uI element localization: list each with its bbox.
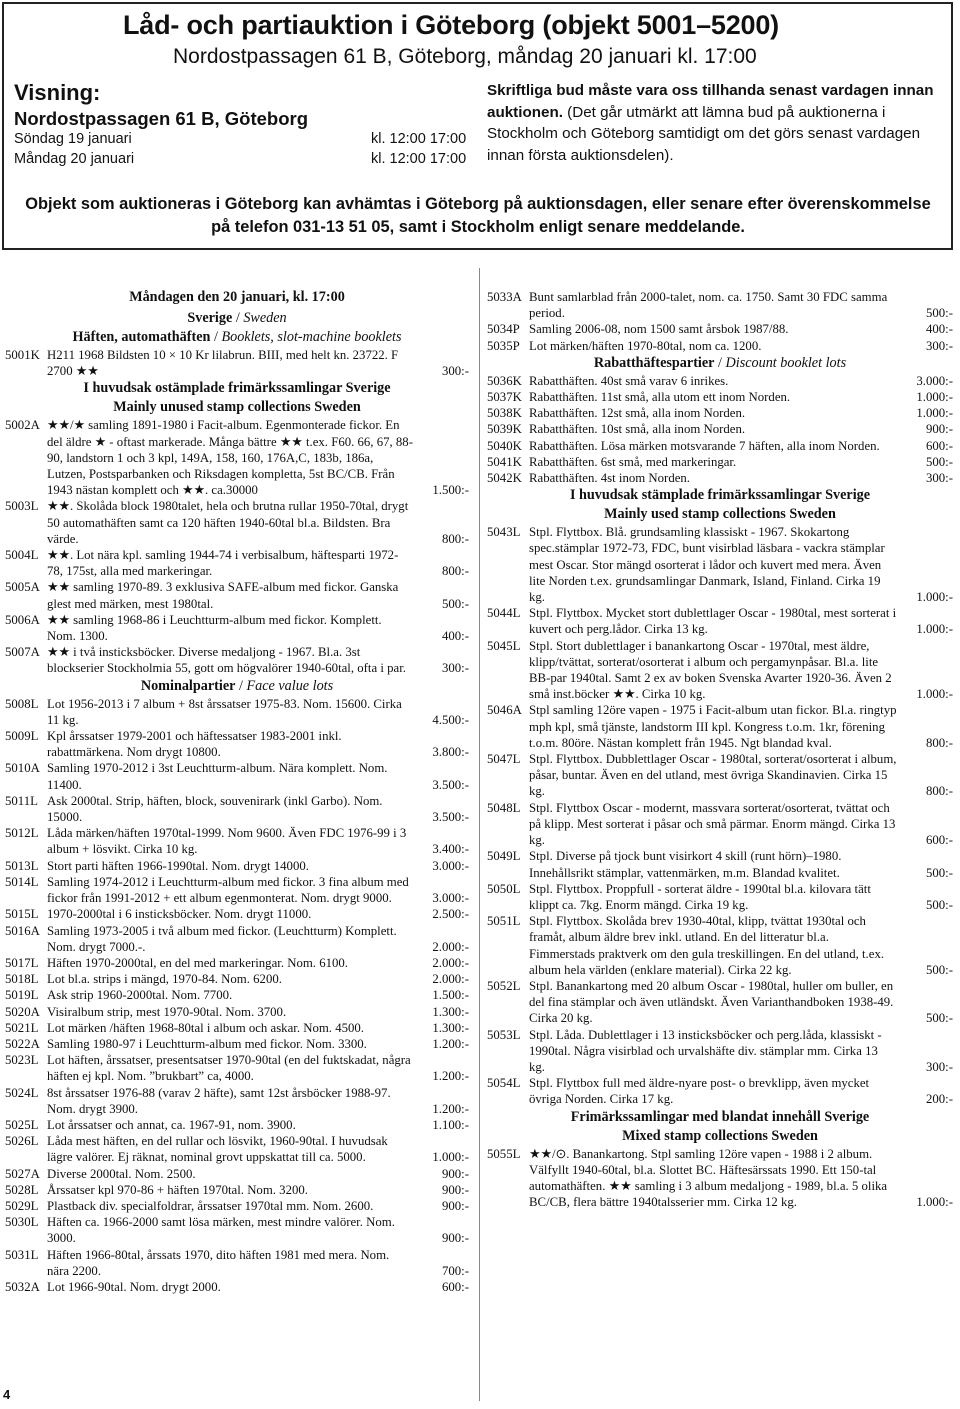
lot-number: 5010A xyxy=(5,761,40,776)
lot-row xyxy=(5,1052,469,1084)
lot-price: 500:- xyxy=(923,454,953,470)
column-divider xyxy=(479,268,480,1401)
lot-number: 5038K xyxy=(487,406,522,421)
lot-price: 3.000:- xyxy=(429,858,469,874)
lot-number: 5016A xyxy=(5,923,40,938)
lot-description: Stpl. Banankartong med 20 album Oscar - 1980tal, huller om buller, en del fina stämplar och även utländskt. Även Varianthandboken 1938-49. Cirka 20 kg. xyxy=(529,978,894,1026)
lot-price: 1.000:- xyxy=(913,686,953,702)
viewing-time: kl. 12:00 17:00 xyxy=(371,151,467,167)
lot-price: 700:- xyxy=(439,1263,469,1279)
section-heading-text: Frimärkssamlingar med blandat innehåll Sverige xyxy=(570,1108,870,1125)
lot-number: 5047L xyxy=(487,752,521,767)
lot-price: 1.200:- xyxy=(429,1036,469,1052)
lot-row xyxy=(487,638,953,703)
lot-price: 600:- xyxy=(923,832,953,848)
lot-row xyxy=(5,793,469,825)
lot-number: 5037K xyxy=(487,390,522,405)
lot-number: 5036K xyxy=(487,373,522,388)
lot-row xyxy=(487,978,953,1027)
lot-row xyxy=(5,728,469,760)
right-lot-list xyxy=(487,289,953,1210)
lot-price: 2.000:- xyxy=(429,971,469,987)
lot-price: 900:- xyxy=(439,1166,469,1182)
lot-description: ★★ samling 1968-86 i Leuchtturm-album med fickor. Komplett. Nom. 1300. xyxy=(47,612,382,644)
lot-row xyxy=(5,612,469,644)
lot-price: 600:- xyxy=(439,1279,469,1295)
viewing-time: kl. 12:00 17:00 xyxy=(371,131,467,147)
lot-number: 5013L xyxy=(5,858,39,873)
lot-price: 500:- xyxy=(923,897,953,913)
lot-row xyxy=(5,760,469,792)
lot-row xyxy=(487,421,953,437)
lot-price: 900:- xyxy=(439,1230,469,1246)
lot-row xyxy=(5,347,469,379)
lot-description: Stpl. Flyttbox. Mycket stort dublettlager Oscar - 1980tal, mest sorterat i kuvert och perg.lådor. Cirka 13 kg. xyxy=(529,606,897,637)
lot-description: Diverse 2000tal. Nom. 2500. xyxy=(47,1166,196,1181)
lot-price: 1.200:- xyxy=(429,1068,469,1084)
sale-date-heading: Måndagen den 20 januari, kl. 17:00 xyxy=(129,289,345,305)
lot-number: 5006A xyxy=(5,612,40,627)
lot-description: Låda mest häften, en del rullar och lösvikt, 1960-90tal. I huvudsak lägre valörer. Ej räknat, nominal grovt uppskattat till ca. 5000. xyxy=(47,1134,388,1165)
lot-number: 5015L xyxy=(5,907,39,922)
section-heading: Sverige / Sweden xyxy=(187,310,287,326)
lot-price: 500:- xyxy=(923,962,953,978)
lot-price: 1.200:- xyxy=(429,1101,469,1117)
section-heading-text: Häften, automathäften xyxy=(72,329,211,345)
lot-price: 1.500:- xyxy=(429,987,469,1003)
lot-number: 5041K xyxy=(487,454,522,469)
lot-row xyxy=(487,405,953,421)
lot-number: 5030L xyxy=(5,1215,39,1230)
lot-price: 900:- xyxy=(923,421,953,437)
lot-row xyxy=(5,1214,469,1246)
lot-number: 5031L xyxy=(5,1247,39,1262)
lot-row xyxy=(5,547,469,579)
section-heading: Nominalpartier / Face value lots xyxy=(140,677,334,694)
lot-price: 2.500:- xyxy=(429,906,469,922)
page-number: 4 xyxy=(3,1387,11,1402)
lot-row xyxy=(5,1004,469,1020)
lot-price: 500:- xyxy=(923,865,953,881)
lot-price: 900:- xyxy=(439,1182,469,1198)
lot-row xyxy=(487,289,953,321)
lot-price: 4.500:- xyxy=(429,712,469,728)
lot-price: 2.000:- xyxy=(429,955,469,971)
section-heading xyxy=(5,398,469,417)
lot-description: Stpl. Flyttbox. Proppfull - sorterat äldre - 1990tal bl.a. kilovara tätt klippt ca. 7kg. Enorm mängd. Cirka 19 kg. xyxy=(529,881,871,912)
lot-price: 3.400:- xyxy=(429,841,469,857)
lot-description: Häften 1970-2000tal, en del med markeringar. Nom. 6100. xyxy=(47,955,349,970)
lot-description: Stort parti häften 1966-1990tal. Nom. drygt 14000. xyxy=(47,858,309,873)
lot-description: Rabatthäften. 4st inom Norden. xyxy=(529,471,690,486)
lot-description: Samling 1970-2012 i 3st Leuchtturm-album. Nära komplett. Nom. 11400. xyxy=(47,761,388,792)
lot-price: 1.300:- xyxy=(429,1020,469,1036)
lot-price: 300:- xyxy=(439,660,469,676)
section-heading-text: Rabatthäftespartier xyxy=(593,354,715,371)
lot-number: 5014L xyxy=(5,874,39,889)
lot-row xyxy=(487,438,953,454)
lot-number: 5020A xyxy=(5,1004,40,1019)
lot-row xyxy=(5,1182,469,1198)
bid-info xyxy=(487,80,947,166)
lot-price: 1.000:- xyxy=(429,1149,469,1165)
viewing-day: Måndag 20 januari xyxy=(14,151,135,167)
lot-row xyxy=(487,605,953,637)
lot-price: 300:- xyxy=(439,363,469,379)
lot-number: 5011L xyxy=(5,793,38,808)
lot-description: ★★. Skolåda block 1980talet, hela och brutna rullar 1950-70tal, drygt 50 automathäften samt ca 120 häften 1940-60tal bl.a. Bildsten. Bra värde. xyxy=(47,499,409,546)
lot-number: 5002A xyxy=(5,418,40,433)
section-heading-text: Mainly used stamp collections Sweden xyxy=(604,506,836,523)
lot-number: 5032A xyxy=(5,1279,40,1294)
lot-number: 5051L xyxy=(487,914,521,929)
lot-price: 3.500:- xyxy=(429,809,469,825)
lot-description: Rabatthäften. 11st små, alla utom ett inom Norden. xyxy=(529,390,791,405)
lot-description: Samling 1973-2005 i två album med fickor. (Leuchtturm) Komplett. Nom. drygt 7000.-. xyxy=(47,923,397,954)
lot-number: 5052L xyxy=(487,978,521,993)
lot-price: 1.300:- xyxy=(429,1004,469,1020)
lot-row xyxy=(5,1020,469,1036)
section-heading: Häften, automathäften / Booklets, slot-machine booklets xyxy=(72,329,402,345)
lot-price: 2.000:- xyxy=(429,939,469,955)
lot-row xyxy=(487,389,953,405)
lot-description: ★★. Lot nära kpl. samling 1944-74 i verbisalbum, häftesparti 1972-78, 175st, alla med markeringar. xyxy=(47,548,399,579)
lot-row xyxy=(5,987,469,1003)
lot-price: 1.000:- xyxy=(913,1194,953,1210)
section-heading-text: I huvudsak stämplade frimärkssamlingar Sverige xyxy=(569,487,871,504)
page-title: Låd- och partiauktion i Göteborg (objekt 5001–5200) xyxy=(123,10,779,40)
lot-row xyxy=(5,1085,469,1117)
lot-description: Lot årssatser och annat, ca. 1967-91, nom. 3900. xyxy=(47,1117,296,1132)
lot-description: Samling 1974-2012 i Leuchtturm-album med fickor. 3 fina album med fickor från 1991-2012 + ett album egenmonterat. Nom. drygt 9000. xyxy=(47,874,409,906)
lot-description: Stpl. Flyttbox full med äldre-nyare post- o brevklipp, även mycket övriga Norden. Cirka 17 kg. xyxy=(529,1076,870,1107)
lot-description: Häften ca. 1966-2000 samt lösa märken, mest mindre valörer. Nom. 3000. xyxy=(47,1215,395,1246)
lot-description: Stpl. Flyttbox. Dubblettlager Oscar - 1980tal, sorterat/osorterat i album, påsar, buntar. Även en del utland, mest övriga Skandinavien. Cirka 15 kg. xyxy=(529,752,897,799)
lot-number: 5044L xyxy=(487,606,521,621)
lot-description: Rabatthäften. Lösa märken motsvarande 7 häften, alla inom Norden. xyxy=(529,438,880,453)
lot-row xyxy=(5,825,469,857)
lot-description: Lot märken/häften 1970-80tal, nom ca. 1200. xyxy=(529,338,762,353)
lot-description: Rabatthäften. 12st små, alla inom Norden. xyxy=(529,406,746,421)
lot-row xyxy=(487,1027,953,1076)
lot-number: 5017L xyxy=(5,955,39,970)
lot-number: 5007A xyxy=(5,645,40,660)
lot-row xyxy=(5,858,469,874)
lot-number: 5043L xyxy=(487,525,521,540)
lot-row xyxy=(5,1133,469,1165)
lot-row xyxy=(5,1117,469,1133)
lot-row xyxy=(5,874,469,906)
lot-price: 1.000:- xyxy=(913,621,953,637)
lot-number: 5024L xyxy=(5,1085,39,1100)
lot-price: 3.000:- xyxy=(913,373,953,389)
lot-description: ★★ samling 1970-89. 3 exklusiva SAFE-album med fickor. Ganska glest med märken, mest 1980tal. xyxy=(47,580,399,611)
lot-row xyxy=(5,1198,469,1214)
lot-row xyxy=(5,1166,469,1182)
lot-number: 5045L xyxy=(487,638,521,653)
lot-description: Rabatthäften. 10st små, alla inom Norden. xyxy=(529,422,746,437)
lot-row xyxy=(487,524,953,605)
lot-description: ★★ i två insticksböcker. Diverse medaljong - 1967. Bl.a. 3st blockserier Stockholmia 55, gott om högvalörer 1940-60tal, ofta i par. xyxy=(47,645,406,676)
section-heading-text: I huvudsak ostämplade frimärkssamlingar Sverige xyxy=(83,380,391,397)
viewing-heading: Visning: xyxy=(14,80,101,105)
lot-number: 5054L xyxy=(487,1076,521,1091)
lot-row xyxy=(487,1075,953,1107)
section-heading xyxy=(487,1108,953,1127)
lot-row xyxy=(5,498,469,547)
lot-row xyxy=(487,470,953,486)
lot-row xyxy=(5,1036,469,1052)
lot-row xyxy=(5,906,469,922)
lot-row xyxy=(487,913,953,978)
lot-description: ★★/★ samling 1891-1980 i Facit-album. Egenmonterade fickor. En del äldre ★ - oftast markerade. Många bättre ★★ t.ex. F60. 66, 67, 88-90, landstorn 1 och 3 kpl, 149A, 158, 160, 176A,C, 183b, 186a, Lutzen, Postsparbanken och Riksdagen kompletta, 5st BC/CB. Från 1943 nästan komplett och ★★. ca.30000 xyxy=(47,418,413,498)
left-column xyxy=(5,288,469,1295)
lot-row xyxy=(487,848,953,880)
lot-price: 500:- xyxy=(923,1010,953,1026)
lot-price: 1.000:- xyxy=(913,405,953,421)
lot-number: 5042K xyxy=(487,471,522,486)
lot-description: Stpl samling 12öre vapen - 1975 i Facit-album utan fickor. Bl.a. ringtyp mph kpl, små tjänste, landstorm III kpl. Kongress t.o.m. 1kr, förening t.o.m. 80öre. Nästan komplett från 1945. Ngt blandad kval. xyxy=(529,703,897,750)
viewing-address: Nordostpassagen 61 B, Göteborg xyxy=(14,108,308,129)
lot-price: 800:- xyxy=(923,735,953,751)
lot-price: 300:- xyxy=(923,1059,953,1075)
lot-description: 1970-2000tal i 6 insticksböcker. Nom. drygt 11000. xyxy=(47,907,312,922)
lot-row xyxy=(487,338,953,354)
lot-row xyxy=(5,955,469,971)
lot-number: 5022A xyxy=(5,1036,40,1051)
lot-price: 1.500:- xyxy=(429,482,469,498)
lot-price: 400:- xyxy=(439,628,469,644)
page-subtitle: Nordostpassagen 61 B, Göteborg, måndag 20 januari kl. 17:00 xyxy=(173,45,757,68)
lot-description: H211 1968 Bildsten 10 × 10 Kr lilabrun. BIII, med helt kn. 23722. F 2700 ★★ xyxy=(47,348,399,379)
lot-description: Stpl. Flyttbox Oscar - modernt, massvara sorterat/osorterat, tvättat och på klipp. Mest sorterat i påsar och små pärmar. Enorm mängd. Cirka 13 kg. xyxy=(529,800,896,848)
section-heading-english: Booklets, slot-machine booklets xyxy=(221,329,402,345)
lot-row xyxy=(487,881,953,913)
lot-row xyxy=(487,321,953,337)
lot-price: 800:- xyxy=(439,563,469,579)
lot-row xyxy=(5,923,469,955)
lot-price: 500:- xyxy=(923,305,953,321)
lot-number: 5040K xyxy=(487,438,522,453)
lot-number: 5019L xyxy=(5,988,39,1003)
lot-price: 900:- xyxy=(439,1198,469,1214)
lot-price: 1.000:- xyxy=(913,589,953,605)
lot-number: 5035P xyxy=(487,338,520,353)
section-heading: Rabatthäftespartier / Discount booklet lots xyxy=(593,354,847,371)
lot-number: 5021L xyxy=(5,1020,39,1035)
lot-number: 5039K xyxy=(487,422,522,437)
lot-number: 5012L xyxy=(5,826,39,841)
section-heading-text: Nominalpartier xyxy=(140,677,236,694)
lot-number: 5048L xyxy=(487,800,521,815)
lot-description: Bunt samlarblad från 2000-talet, nom. ca. 1750. Samt 30 FDC samma period. xyxy=(529,290,888,321)
lot-number: 5029L xyxy=(5,1198,39,1213)
lot-description: Lot 1966-90tal. Nom. drygt 2000. xyxy=(47,1279,221,1294)
lot-number: 5009L xyxy=(5,729,39,744)
lot-row xyxy=(5,696,469,728)
lot-price: 300:- xyxy=(923,470,953,486)
lot-number: 5046A xyxy=(487,703,522,718)
lot-number: 5033A xyxy=(487,290,522,304)
lot-number: 5005A xyxy=(5,580,40,595)
lot-description: Stpl. Diverse på tjock bunt visirkort 4 skill (runt hörn)–1980. Innehållsrikt stämplar, vattenmärken, m.m. Blandad kvalitet. xyxy=(529,849,842,880)
lot-number: 5027A xyxy=(5,1166,40,1181)
lot-number: 5026L xyxy=(5,1134,39,1149)
lot-price: 300:- xyxy=(923,338,953,354)
lot-row xyxy=(487,800,953,849)
lot-description: Årssatser kpl 970-86 + häften 1970tal. Nom. 3200. xyxy=(47,1182,308,1197)
lot-description: Lot 1956-2013 i 7 album + 8st årssatser 1975-83. Nom. 15600. Cirka 11 kg. xyxy=(47,696,402,727)
lot-price: 1.000:- xyxy=(913,389,953,405)
section-heading xyxy=(487,486,953,505)
lot-description: Kpl årssatser 1979-2001 och häftessatser 1983-2001 inkl. rabattmärkena. Nom drygt 10800. xyxy=(47,729,342,760)
lot-description: Stpl. Flyttbox. Blå. grundsamling klassiskt - 1967. Skokartong spec.stämplar 1972-73, FDC, bunt visirblad läsbara - vackra stämplar mest Oscar. Stor mängd osorterat i lådor och kuvert med mera. Även lite Norden t.ex. grundsamlingar Danmark, Island, Finland. Cirka 19 kg. xyxy=(529,525,885,605)
right-column xyxy=(487,289,953,1210)
lot-row xyxy=(5,971,469,987)
section-heading-english: Discount booklet lots xyxy=(725,354,847,371)
lot-description: ★★/⊙. Banankartong. Stpl samling 12öre vapen - 1988 i 2 album. Välfyllt 1940-60tal, bl.a. Slottet BC. Häftesärssats 1990. Ett 150-tal automathäften. ★★ samling i 3 album medaljong - 1989, bl.a. 5 olika BC/CB, flera bättre 1940talsserier mm. Cirka 12 kg. xyxy=(529,1146,888,1210)
lot-row xyxy=(487,454,953,470)
lot-row xyxy=(5,579,469,611)
lot-number: 5028L xyxy=(5,1182,39,1197)
lot-description: Stpl. Stort dublettlager i banankartong Oscar - 1970tal, mest äldre, klipp/tvättat, sorterat/osorterat i album och pergamynpåsar. Bl.a. lite BB-par 1940tal. Samt 2 ex av boken Svenska Avarter 1920-36. Även 2 små inst.böcker ★★. Cirka 10 kg. xyxy=(529,638,892,702)
section-heading-text: Mainly unused stamp collections Sweden xyxy=(113,399,361,416)
lot-price: 3.800:- xyxy=(429,744,469,760)
lot-price: 800:- xyxy=(439,531,469,547)
lot-description: Samling 1980-97 i Leuchtturm-album med fickor. Nom. 3300. xyxy=(47,1036,367,1051)
lot-description: Ask strip 1960-2000tal. Nom. 7700. xyxy=(47,988,233,1003)
lot-description: Visiralbum strip, mest 1970-90tal. Nom. 3700. xyxy=(47,1004,287,1019)
lot-number: 5018L xyxy=(5,972,39,987)
lot-price: 600:- xyxy=(923,438,953,454)
lot-description: Lot häften, årssatser, presentsatser 1970-90tal (en del fuktskadat, några häften ej kpl. Nom. ”brukbart” ca, 4000. xyxy=(47,1053,411,1084)
lot-number: 5025L xyxy=(5,1117,39,1132)
lot-number: 5055L xyxy=(487,1146,521,1161)
lot-description: Stpl. Flyttbox. Skolåda brev 1930-40tal, klipp, tvättat 1930tal och framåt, album äldre brev inkl. utland. En del litteratur bl.a. Fimmerstads praktverk om den gula treskillingen. En del utland, t.ex. album hela världen (enklare material). Cirka 22 kg. xyxy=(529,914,885,977)
lot-row xyxy=(487,702,953,751)
lot-number: 5050L xyxy=(487,881,521,896)
lot-description: Häften 1966-80tal, årssats 1970, dito häften 1981 med mera. Nom. nära 2200. xyxy=(47,1247,390,1278)
bid-info-rest: (Det går utmärkt att lämna bud på auktionerna i Stockholm och Göteborg samtidigt om det görs senast vardagen innan första auktionsdelen). xyxy=(487,103,921,164)
lot-number: 5049L xyxy=(487,849,521,864)
left-lot-list xyxy=(5,309,469,1295)
lot-number: 5001K xyxy=(5,348,40,362)
bid-info-bold: Skriftliga bud måste vara oss tillhanda senast vardagen innan auktionen. xyxy=(487,82,934,121)
lot-price: 3.500:- xyxy=(429,777,469,793)
lot-number: 5023L xyxy=(5,1053,39,1068)
lot-description: Låda märken/häften 1970tal-1999. Nom 9600. Även FDC 1976-99 i 3 album + lösvikt. Cirka 10 kg. xyxy=(47,826,407,857)
lot-price: 200:- xyxy=(923,1091,953,1107)
lot-description: Ask 2000tal. Strip, häften, block, souvenirark (inkl Garbo). Nom. 15000. xyxy=(47,793,383,825)
lot-row xyxy=(5,1279,469,1295)
lot-row xyxy=(5,1247,469,1279)
lot-description: Rabatthäften. 6st små, med markeringar. xyxy=(529,454,737,469)
lot-price: 800:- xyxy=(923,783,953,799)
lot-description: Lot märken /häften 1968-80tal i album och askar. Nom. 4500. xyxy=(47,1020,365,1035)
section-heading-text: Mixed stamp collections Sweden xyxy=(622,1127,818,1144)
lot-description: Rabatthäften. 40st små varav 6 inrikes. xyxy=(529,373,729,388)
lot-number: 5003L xyxy=(5,499,39,514)
lot-price: 3.000:- xyxy=(429,890,469,906)
pickup-info: Objekt som auktioneras i Göteborg kan avhämtas i Göteborg på auktionsdagen, eller senare efter överenskommelse på telefon 031-13 51 05, samt i Stockholm enligt senare meddelande. xyxy=(25,195,931,236)
lot-price: 400:- xyxy=(923,321,953,337)
lot-row xyxy=(5,417,469,498)
lot-description: Lot bl.a. strips i mängd, 1970-84. Nom. 6200. xyxy=(47,972,282,987)
lot-row xyxy=(487,1146,953,1211)
lot-number: 5034P xyxy=(487,322,520,337)
lot-price: 500:- xyxy=(439,596,469,612)
lot-description: Stpl. Låda. Dublettlager i 13 insticksböcker och perg.låda, klassiskt - 1990tal. Några visirblad och urvalshäfte div. stämplar mm. Cirka 13 kg. xyxy=(529,1027,882,1074)
viewing-row xyxy=(14,131,474,147)
section-heading xyxy=(5,379,469,398)
lot-description: Samling 2006-08, nom 1500 samt årsbok 1987/88. xyxy=(529,322,789,337)
lot-number: 5008L xyxy=(5,696,39,711)
lot-number: 5053L xyxy=(487,1027,521,1042)
section-heading xyxy=(487,1127,953,1146)
section-heading-text: Sverige xyxy=(187,310,233,326)
lot-row xyxy=(487,373,953,389)
lot-description: 8st årssatser 1976-88 (varav 2 häfte), samt 12st årsböcker 1988-97. Nom. drygt 3900. xyxy=(47,1085,391,1116)
lot-row xyxy=(5,644,469,676)
section-heading-english: Sweden xyxy=(243,310,287,326)
lot-description: Plastback div. specialfoldrar, årssatser 1970tal mm. Nom. 2600. xyxy=(47,1198,374,1213)
section-heading-english: Face value lots xyxy=(246,677,334,694)
viewing-row xyxy=(14,151,474,167)
viewing-day: Söndag 19 januari xyxy=(14,131,132,147)
lot-price: 1.100:- xyxy=(429,1117,469,1133)
lot-row xyxy=(487,751,953,800)
section-heading xyxy=(487,505,953,524)
lot-number: 5004L xyxy=(5,548,39,563)
